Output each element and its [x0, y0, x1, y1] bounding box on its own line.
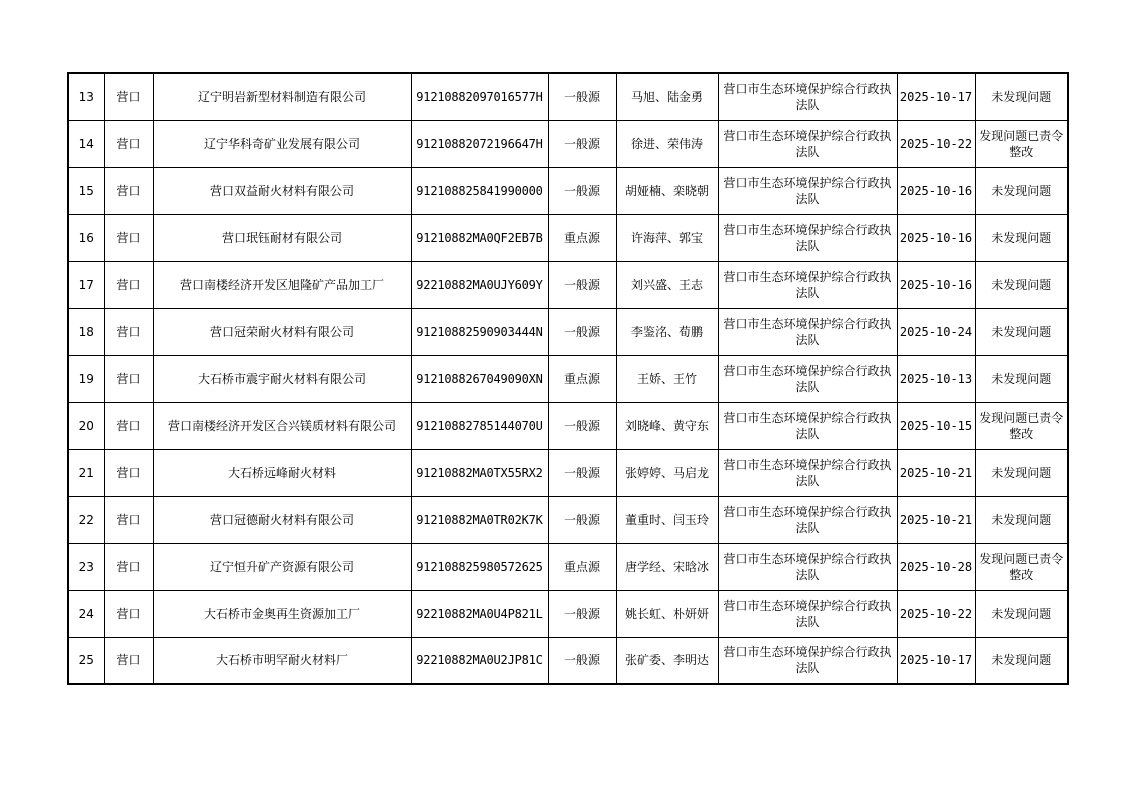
table-row: [68, 261, 1068, 308]
credit-code-cell: 912108825980572625: [411, 543, 548, 590]
row-number-cell: 21: [68, 449, 104, 496]
source-type-cell: 一般源: [548, 308, 616, 355]
row-number-cell: 24: [68, 590, 104, 637]
result-cell: 未发现问题: [975, 73, 1068, 120]
result-cell: 发现问题已责令整改: [975, 402, 1068, 449]
company-name-cell: 辽宁华科奇矿业发展有限公司: [153, 120, 411, 167]
inspection-date-cell: 2025-10-13: [897, 355, 975, 402]
city-cell: 营口: [104, 214, 153, 261]
company-name-cell: 营口双益耐火材料有限公司: [153, 167, 411, 214]
inspection-date-cell: 2025-10-22: [897, 590, 975, 637]
city-cell: 营口: [104, 355, 153, 402]
source-type-cell: 一般源: [548, 590, 616, 637]
inspectors-cell: 李鉴洺、荀鹏: [616, 308, 718, 355]
source-type-cell: 一般源: [548, 637, 616, 684]
table-row: [68, 73, 1068, 120]
agency-cell: 营口市生态环境保护综合行政执法队: [718, 449, 897, 496]
table-row: [68, 637, 1068, 684]
inspection-date-cell: 2025-10-22: [897, 120, 975, 167]
row-number-cell: 14: [68, 120, 104, 167]
inspectors-cell: 刘晓峰、黄守东: [616, 402, 718, 449]
source-type-cell: 一般源: [548, 73, 616, 120]
table-row: [68, 590, 1068, 637]
city-cell: 营口: [104, 402, 153, 449]
table-row: [68, 355, 1068, 402]
agency-cell: 营口市生态环境保护综合行政执法队: [718, 355, 897, 402]
credit-code-cell: 91210882MA0TX55RX2: [411, 449, 548, 496]
table-row: [68, 496, 1068, 543]
company-name-cell: 大石桥远峰耐火材料: [153, 449, 411, 496]
row-number-cell: 13: [68, 73, 104, 120]
row-number-cell: 16: [68, 214, 104, 261]
inspection-date-cell: 2025-10-24: [897, 308, 975, 355]
source-type-cell: 一般源: [548, 167, 616, 214]
source-type-cell: 一般源: [548, 261, 616, 308]
source-type-cell: 重点源: [548, 214, 616, 261]
company-name-cell: 营口南楼经济开发区旭隆矿产品加工厂: [153, 261, 411, 308]
agency-cell: 营口市生态环境保护综合行政执法队: [718, 590, 897, 637]
table-row: [68, 308, 1068, 355]
city-cell: 营口: [104, 496, 153, 543]
source-type-cell: 一般源: [548, 496, 616, 543]
city-cell: 营口: [104, 73, 153, 120]
credit-code-cell: 92210882MA0U2JP81C: [411, 637, 548, 684]
inspectors-cell: 徐进、荣伟涛: [616, 120, 718, 167]
result-cell: 未发现问题: [975, 637, 1068, 684]
result-cell: 发现问题已责令整改: [975, 543, 1068, 590]
credit-code-cell: 92210882MA0UJY609Y: [411, 261, 548, 308]
credit-code-cell: 912108825841990000: [411, 167, 548, 214]
inspectors-cell: 王娇、王竹: [616, 355, 718, 402]
row-number-cell: 18: [68, 308, 104, 355]
agency-cell: 营口市生态环境保护综合行政执法队: [718, 167, 897, 214]
agency-cell: 营口市生态环境保护综合行政执法队: [718, 73, 897, 120]
city-cell: 营口: [104, 543, 153, 590]
inspectors-cell: 张婷婷、马启龙: [616, 449, 718, 496]
inspectors-cell: 唐学经、宋晗冰: [616, 543, 718, 590]
agency-cell: 营口市生态环境保护综合行政执法队: [718, 402, 897, 449]
credit-code-cell: 92210882MA0U4P821L: [411, 590, 548, 637]
row-number-cell: 25: [68, 637, 104, 684]
row-number-cell: 23: [68, 543, 104, 590]
table-row: [68, 120, 1068, 167]
row-number-cell: 19: [68, 355, 104, 402]
inspection-table: [67, 72, 1069, 685]
city-cell: 营口: [104, 590, 153, 637]
inspectors-cell: 姚长虹、朴妍妍: [616, 590, 718, 637]
result-cell: 未发现问题: [975, 590, 1068, 637]
agency-cell: 营口市生态环境保护综合行政执法队: [718, 120, 897, 167]
agency-cell: 营口市生态环境保护综合行政执法队: [718, 308, 897, 355]
result-cell: 未发现问题: [975, 355, 1068, 402]
company-name-cell: 大石桥市震宇耐火材料有限公司: [153, 355, 411, 402]
result-cell: 未发现问题: [975, 167, 1068, 214]
company-name-cell: 辽宁明岩新型材料制造有限公司: [153, 73, 411, 120]
result-cell: 未发现问题: [975, 261, 1068, 308]
inspectors-cell: 胡娅楠、栾晓朝: [616, 167, 718, 214]
inspection-date-cell: 2025-10-28: [897, 543, 975, 590]
inspection-date-cell: 2025-10-17: [897, 73, 975, 120]
row-number-cell: 22: [68, 496, 104, 543]
table-row: [68, 167, 1068, 214]
result-cell: 发现问题已责令整改: [975, 120, 1068, 167]
inspectors-cell: 张矿委、李明达: [616, 637, 718, 684]
city-cell: 营口: [104, 120, 153, 167]
table-row: [68, 449, 1068, 496]
agency-cell: 营口市生态环境保护综合行政执法队: [718, 261, 897, 308]
row-number-cell: 15: [68, 167, 104, 214]
inspection-date-cell: 2025-10-21: [897, 449, 975, 496]
city-cell: 营口: [104, 449, 153, 496]
company-name-cell: 辽宁恒升矿产资源有限公司: [153, 543, 411, 590]
table-body: [68, 73, 1068, 684]
source-type-cell: 重点源: [548, 543, 616, 590]
inspection-date-cell: 2025-10-17: [897, 637, 975, 684]
company-name-cell: 大石桥市明罕耐火材料厂: [153, 637, 411, 684]
agency-cell: 营口市生态环境保护综合行政执法队: [718, 496, 897, 543]
company-name-cell: 营口冠荣耐火材料有限公司: [153, 308, 411, 355]
source-type-cell: 一般源: [548, 120, 616, 167]
row-number-cell: 17: [68, 261, 104, 308]
result-cell: 未发现问题: [975, 496, 1068, 543]
agency-cell: 营口市生态环境保护综合行政执法队: [718, 543, 897, 590]
company-name-cell: 大石桥市金奥再生资源加工厂: [153, 590, 411, 637]
city-cell: 营口: [104, 637, 153, 684]
source-type-cell: 重点源: [548, 355, 616, 402]
credit-code-cell: 91210882MA0TR02K7K: [411, 496, 548, 543]
credit-code-cell: 91210882785144070U: [411, 402, 548, 449]
result-cell: 未发现问题: [975, 214, 1068, 261]
credit-code-cell: 91210882072196647H: [411, 120, 548, 167]
agency-cell: 营口市生态环境保护综合行政执法队: [718, 214, 897, 261]
company-name-cell: 营口南楼经济开发区合兴镁质材料有限公司: [153, 402, 411, 449]
table-row: [68, 543, 1068, 590]
inspection-date-cell: 2025-10-16: [897, 214, 975, 261]
result-cell: 未发现问题: [975, 308, 1068, 355]
city-cell: 营口: [104, 167, 153, 214]
source-type-cell: 一般源: [548, 449, 616, 496]
company-name-cell: 营口冠德耐火材料有限公司: [153, 496, 411, 543]
credit-code-cell: 9121088267049090XN: [411, 355, 548, 402]
table-row: [68, 402, 1068, 449]
inspectors-cell: 马旭、陆金勇: [616, 73, 718, 120]
inspection-date-cell: 2025-10-21: [897, 496, 975, 543]
credit-code-cell: 91210882MA0QF2EB7B: [411, 214, 548, 261]
inspectors-cell: 许海萍、郭宝: [616, 214, 718, 261]
inspection-date-cell: 2025-10-15: [897, 402, 975, 449]
source-type-cell: 一般源: [548, 402, 616, 449]
city-cell: 营口: [104, 261, 153, 308]
inspection-date-cell: 2025-10-16: [897, 167, 975, 214]
inspection-date-cell: 2025-10-16: [897, 261, 975, 308]
city-cell: 营口: [104, 308, 153, 355]
inspectors-cell: 董重时、闫玉玲: [616, 496, 718, 543]
table-row: [68, 214, 1068, 261]
agency-cell: 营口市生态环境保护综合行政执法队: [718, 637, 897, 684]
credit-code-cell: 91210882097016577H: [411, 73, 548, 120]
company-name-cell: 营口珉钰耐材有限公司: [153, 214, 411, 261]
credit-code-cell: 91210882590903444N: [411, 308, 548, 355]
inspectors-cell: 刘兴盛、王志: [616, 261, 718, 308]
row-number-cell: 20: [68, 402, 104, 449]
result-cell: 未发现问题: [975, 449, 1068, 496]
